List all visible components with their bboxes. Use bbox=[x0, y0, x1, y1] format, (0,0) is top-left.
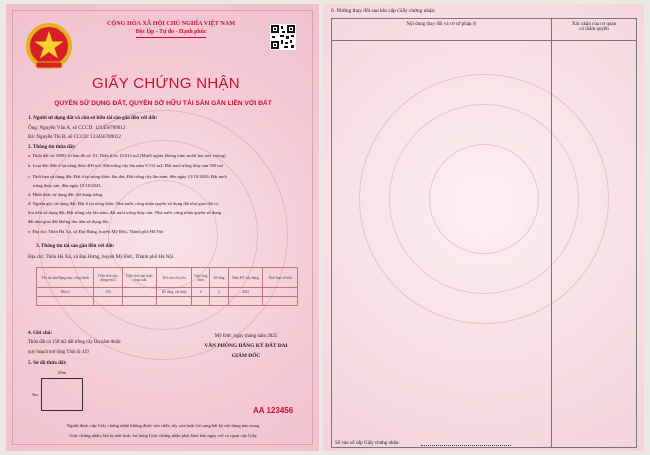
land-origin-cont2: đất như giao đất không thu tiền sử dụng đất. bbox=[28, 219, 110, 224]
section-4-heading: 4. Ghi chú: bbox=[28, 330, 53, 336]
national-motto: Độc lập - Tự do - Hạnh phúc bbox=[135, 29, 207, 35]
issuing-office: VĂN PHÒNG ĐĂNG KÝ ĐẤT ĐAI bbox=[204, 343, 288, 349]
serial-number: AA 123456 bbox=[253, 406, 294, 415]
table-header: Diện tích sàn hoặc công suất bbox=[122, 268, 157, 288]
table-cell: 150 bbox=[94, 288, 123, 297]
table-cell: 4 bbox=[191, 288, 209, 297]
sign-place-date: Mỹ Đức, ngày tháng năm 2025 bbox=[214, 334, 278, 339]
table-cell: Nhà ở bbox=[37, 288, 94, 297]
table-row bbox=[37, 288, 298, 297]
certificate-subtitle: QUYỀN SỬ DỤNG ĐẤT, QUYỀN SỞ HỮU TÀI SẢN GẮN LIỀN VỚI ĐẤT bbox=[54, 100, 272, 107]
changes-column-header: Nội dung thay đổi và cơ sở pháp lý bbox=[406, 22, 477, 27]
changes-table bbox=[331, 18, 637, 448]
table-header: Kết cấu chủ yếu bbox=[157, 268, 192, 288]
note-line-1: Thửa đất có 150 m2 đất trồng cây lâu năm thuộc bbox=[28, 340, 122, 345]
table-header bbox=[552, 19, 637, 41]
table-row bbox=[332, 41, 637, 448]
plot-height-label: 5m bbox=[32, 392, 38, 397]
owner-2: Bà: Nguyễn Thị B, số CCCD: 123456789012 bbox=[28, 134, 121, 140]
parcel-number: a. Thửa đất số: 0000; tờ bản đồ số: 01; Diện tích: 10.012 m2 (Mười nghìn không trăm mười hai mét vuông) bbox=[28, 153, 226, 158]
table-header-row bbox=[332, 19, 637, 41]
section-1-heading: 1. Người sử dụng đất và chủ sở hữu tài sản gắn liền với đất: bbox=[28, 115, 158, 121]
changes-heading: 6. Những thay đổi sau khi cấp Giấy chứng nhận: bbox=[331, 8, 436, 14]
registry-number-label: Số vào sổ cấp Giấy chứng nhận: bbox=[335, 441, 400, 446]
country-name: CỘNG HÒA XÃ HỘI CHỦ NGHĨA VIỆT NAM bbox=[106, 20, 236, 27]
table-cell: 2 bbox=[210, 288, 228, 297]
asset-table bbox=[36, 267, 298, 306]
owner-1: Ông: Nguyễn Văn A, số CCCD: 123456789012 bbox=[28, 125, 126, 131]
note-line-2: quy hoạch mở rộng Tỉnh lộ 419 bbox=[28, 350, 89, 355]
land-type: b. Loại đất: Đất ở tại nông thôn 400 m2; Đất trồng cây lâu năm 9.112 m2; Đất nuôi trồng thủy sản 500 m2 bbox=[28, 163, 224, 168]
land-term-cont: trồng thủy sản: đến ngày 15/10/2043. bbox=[33, 183, 102, 188]
table-row bbox=[37, 297, 298, 306]
motto-underline bbox=[136, 37, 206, 38]
confirm-column-header-cont: có thẩm quyền bbox=[579, 27, 609, 32]
usage-form: d. Hình thức sử dụng đất: Sử dụng riêng. bbox=[28, 192, 104, 197]
table-cell: 2023 bbox=[228, 288, 263, 297]
table-cell bbox=[122, 288, 157, 297]
table-header: Tên tài sản/Hạng mục công trình bbox=[37, 268, 94, 288]
table-cell: Bê tông, cốt thép bbox=[157, 288, 192, 297]
qr-code-icon bbox=[270, 24, 296, 50]
section-5-heading: 5. Sơ đồ thửa đất: bbox=[28, 360, 67, 366]
registry-number-blank bbox=[421, 445, 511, 446]
table-header: Năm HT xây dựng bbox=[228, 268, 263, 288]
section-3-heading: 3. Thông tin tài sản gắn liền với đất: bbox=[36, 243, 115, 249]
footer-note-2: Giấy chứng nhận; khi bị mất hoặc hư hỏng Giấy chứng nhận phải khai báo ngay với cơ quan cấp Giấy bbox=[69, 433, 257, 438]
land-origin-cont: thu tiền sử dụng đất; Đất trồng cây lâu năm, đất nuôi trồng thủy sản: Nhà nước công nhận quyền sử dụng bbox=[28, 210, 222, 215]
footer-note-1: Người được cấp Giấy chứng nhận không được sửa chữa, tẩy xóa hoặc bổ sung bất kỳ nội dung nào trong bbox=[66, 423, 260, 428]
table-header: Số tầng bbox=[210, 268, 228, 288]
certificate-back-page bbox=[323, 4, 644, 451]
table-header: Diện tích xây dựng (m2) bbox=[94, 268, 123, 288]
section-2-heading: 2. Thông tin thửa đất: bbox=[28, 144, 76, 150]
asset-address: Địa chỉ: Thôn Hà Xá, xã Đại Hưng, huyện Mỹ Đức, Thành phố Hà Nội bbox=[28, 254, 174, 260]
table-header-row bbox=[37, 268, 298, 288]
certificate-title: GIẤY CHỨNG NHẬN bbox=[92, 75, 240, 92]
parcel-address: e. Địa chỉ: Thôn Hà Xá, xã Đại Hưng, huyện Mỹ Đức, Thành phố Hà Nội bbox=[28, 229, 164, 234]
table-cell bbox=[263, 288, 298, 297]
land-origin: đ. Nguồn gốc sử dụng đất: Đất ở tại nông thôn: Nhà nước công nhận quyền sử dụng đất như giao đất có bbox=[28, 201, 219, 206]
table-header bbox=[332, 19, 552, 41]
parcel-sketch bbox=[41, 378, 83, 411]
director-title: GIÁM ĐỐC bbox=[231, 353, 261, 359]
table-header: Cấp công trình bbox=[191, 268, 209, 288]
plot-width-label: 20m bbox=[57, 370, 67, 375]
land-term: c. Thời hạn sử dụng đất: Đất ở tại nông thôn: lâu dài; Đất trồng cây lâu năm, đến ngày 15/10/2043; Đất nuôi bbox=[28, 174, 227, 179]
table-header: Thời hạn sở hữu bbox=[263, 268, 298, 288]
confirm-column-header: Xác nhận của cơ quan bbox=[571, 22, 617, 27]
certificate-front-page bbox=[6, 4, 319, 451]
